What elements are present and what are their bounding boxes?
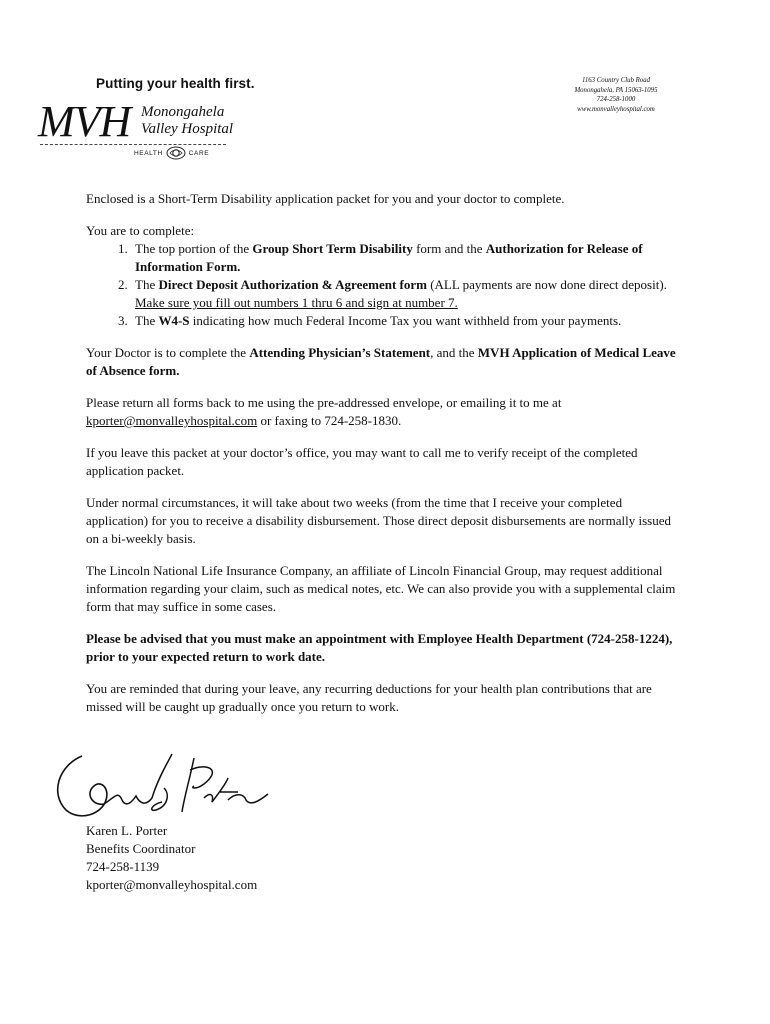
hospital-logo xyxy=(38,97,238,162)
hospital-address xyxy=(548,76,684,114)
return-text: or faxing to 724-258-1830. xyxy=(257,413,402,428)
signer-email[interactable]: kporter@monvalleyhospital.com xyxy=(86,877,258,892)
reminded-paragraph: You are reminded that during your leave, any recurring deductions for your health plan contributions that are missed will be caught up gradually once you return to work. xyxy=(86,681,652,714)
address-phone: 724-258-1000 xyxy=(596,96,636,104)
logo-health-care xyxy=(134,146,209,160)
item-bold: Direct Deposit Authorization & Agreement form xyxy=(158,277,427,292)
advised-paragraph xyxy=(86,630,676,666)
doctor-text: Your Doctor is to complete the xyxy=(86,345,250,360)
logo-emblem-icon xyxy=(166,146,186,160)
complete-heading: You are to complete: xyxy=(86,223,195,238)
item-text: indicating how much Federal Income Tax you want withheld from your payments. xyxy=(189,313,622,328)
logo-mvh-letters: MVH xyxy=(38,97,131,146)
doctor-bold: Attending Physician’s Statement xyxy=(249,345,431,360)
advised-bold: Please be advised that you must make an appointment with Employee Health Department (724-258-1224), prior to your expected return to work date. xyxy=(86,631,673,664)
item-bold: Group Short Term Disability xyxy=(252,241,413,256)
item-bold: W4-S xyxy=(158,313,190,328)
intro-paragraph: Enclosed is a Short-Term Disability application packet for you and your doctor to complete. xyxy=(86,191,565,206)
doctor-text: , and the xyxy=(430,345,478,360)
logo-hospital-name: Monongahela Valley Hospital xyxy=(141,104,234,137)
item-underlined: Make sure you fill out numbers 1 thru 6 and sign at number 7. xyxy=(135,295,458,310)
tagline: Putting your health first. xyxy=(96,76,255,91)
item-text: The xyxy=(135,277,159,292)
item-text: The xyxy=(135,313,159,328)
address-website: www.monvalleyhospital.com xyxy=(577,105,655,113)
return-email-link[interactable]: kporter@monvalleyhospital.com xyxy=(86,413,258,428)
signer-phone: 724-258-1139 xyxy=(86,859,160,874)
letter-body xyxy=(86,190,676,730)
signer-name: Karen L. Porter xyxy=(86,823,168,838)
normal-paragraph: Under normal circumstances, it will take about two weeks (from the time that I receive your completed application) for you to receive a disability disbursement. Those direct deposit disbursements are normally issued on a bi-weekly basis. xyxy=(86,495,671,546)
list-item xyxy=(131,240,676,276)
return-paragraph xyxy=(86,394,676,430)
item-text: form and the xyxy=(412,241,486,256)
list-item xyxy=(131,276,676,312)
signer-title: Benefits Coordinator xyxy=(86,841,196,856)
doctor-bold: MVH Application of Medical Leave of Absence form. xyxy=(86,345,676,378)
item-bold: Authorization for Release of Information Form. xyxy=(135,241,643,274)
address-city: Monongahela, PA 15063-1095 xyxy=(574,86,658,94)
item-text: The top portion of the xyxy=(135,241,253,256)
signature-block xyxy=(86,822,257,894)
logo-health-word: HEALTH xyxy=(134,149,163,157)
item-text: (ALL payments are now done direct deposit). xyxy=(426,277,667,292)
logo-care-word: CARE xyxy=(188,149,210,157)
verify-paragraph: If you leave this packet at your doctor’s office, you may want to call me to verify receipt of the completed application packet. xyxy=(86,445,638,478)
list-item xyxy=(131,312,676,330)
doctor-paragraph xyxy=(86,344,676,380)
complete-list xyxy=(86,240,676,330)
logo-divider xyxy=(40,144,226,145)
address-street: 1163 Country Club Road xyxy=(581,77,651,84)
return-text: Please return all forms back to me using the pre-addressed envelope, or emailing it to me at xyxy=(86,395,562,410)
lincoln-paragraph: The Lincoln National Life Insurance Company, an affiliate of Lincoln Financial Group, may request additional information regarding your claim, such as medical notes, etc. We can also provide you with a supplemental claim form that may suffice in some cases. xyxy=(86,563,676,614)
